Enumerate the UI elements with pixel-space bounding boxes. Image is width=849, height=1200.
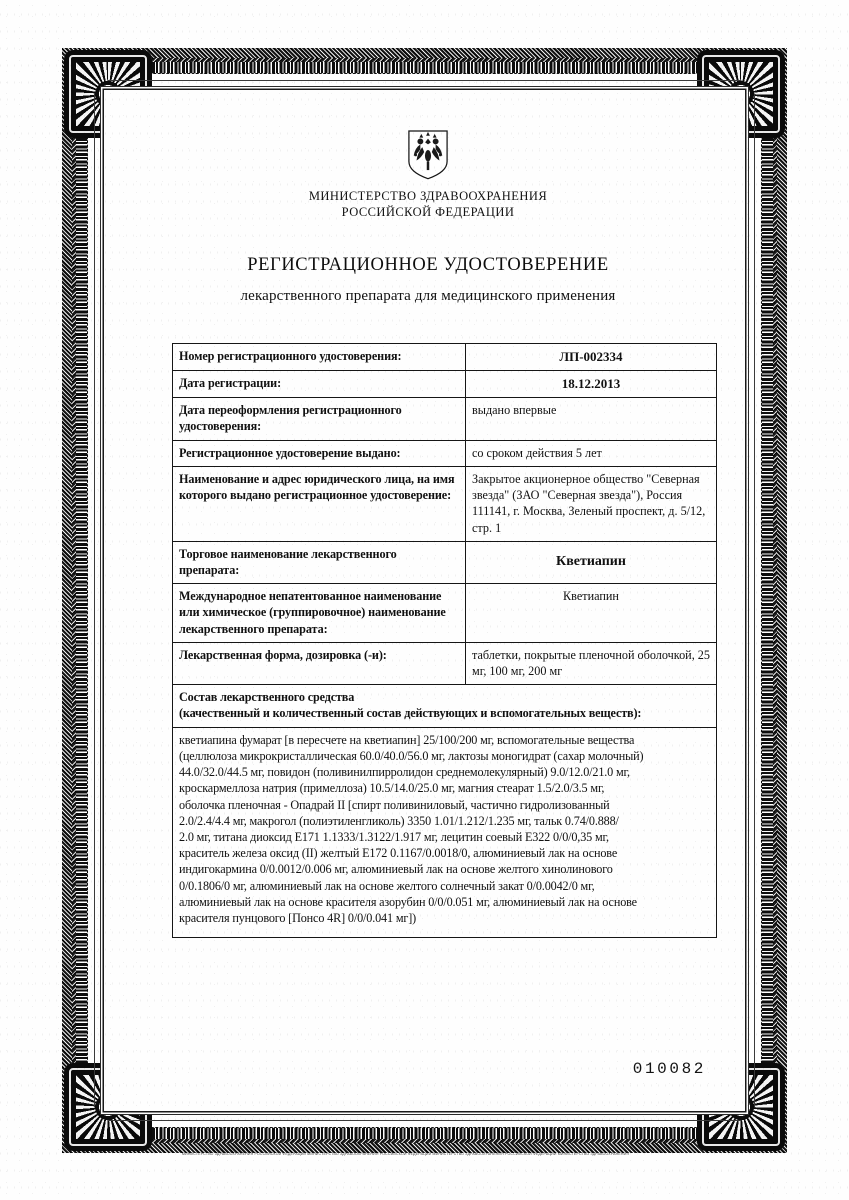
table-row bbox=[173, 642, 717, 684]
row-label: Номер регистрационного удостоверения: bbox=[173, 343, 466, 370]
ministry-line-1: МИНИСТЕРСТВО ЗДРАВООХРАНЕНИЯ bbox=[308, 188, 548, 203]
lace-edge-bottom bbox=[92, 1128, 757, 1139]
lace-edge-left bbox=[76, 78, 87, 1123]
composition-line: алюминиевый лак на основе красителя азорубин 0/0/0.051 мг, алюминиевый лак на основе bbox=[179, 894, 637, 909]
row-label: Регистрационное удостоверение выдано: bbox=[173, 440, 466, 466]
row-label: Международное непатентованное наименование или химическое (группировочное) наименование лекарственного препарата: bbox=[173, 584, 466, 643]
table-row bbox=[173, 466, 717, 541]
composition-heading-line-2: (качественный и количественный состав действующих и вспомогательных веществ): bbox=[179, 706, 642, 721]
document-title: РЕГИСТРАЦИОННОЕ УДОСТОВЕРЕНИЕ bbox=[247, 254, 609, 275]
document-content bbox=[128, 92, 728, 1112]
document-subtitle: лекарственного препарата для медицинского применения bbox=[240, 287, 616, 304]
row-value: Закрытое акционерное общество "Северная звезда" (ЗАО "Северная звезда"), Россия 111141, г. Москва, Зеленый проспект, д. 5/12, стр. 1 bbox=[466, 466, 717, 541]
table-row bbox=[173, 370, 717, 397]
row-label: Торговое наименование лекарственного препарата: bbox=[173, 541, 466, 583]
table-row bbox=[173, 398, 717, 440]
composition-line: красителя пунцового [Понсо 4R] 0/0/0.041 мг]) bbox=[179, 911, 417, 926]
composition-line: 2.0/2.4/4.4 мг, макрогол (полиэтиленгликоль) 3350 1.01/1.212/1.235 мг, тальк 0.74/0.888/ bbox=[179, 813, 619, 828]
composition-body-row bbox=[173, 727, 717, 937]
composition-line: (целлюлоза микрокристаллическая 60.0/40.0/56.0 мг, лактозы моногидрат (сахар молочный) bbox=[179, 748, 644, 763]
registration-details-table bbox=[172, 343, 717, 938]
lace-edge-right bbox=[762, 78, 773, 1123]
row-label: Лекарственная форма, дозировка (-и): bbox=[173, 642, 466, 684]
coat-of-arms-icon bbox=[407, 130, 449, 180]
row-label: Дата переоформления регистрационного удостоверения: bbox=[173, 398, 466, 440]
security-microtext: МИНИСТЕРСТВО ЗДРАВООХРАНЕНИЯ РОССИЙСКОЙ ФЕДЕРАЦИИ МИНИСТЕРСТВО ЗДРАВООХРАНЕНИЯ РОССИЙСКОЙ ФЕДЕРАЦИИ МИНИСТЕРСТВО ЗДРАВООХРАНЕНИЯ РОССИЙСКОЙ ФЕДЕРАЦИИ МИНИСТЕРСТВО ЗДРАВООХРАНЕНИЯ bbox=[182, 1152, 630, 1156]
lace-edge-top bbox=[92, 62, 757, 73]
row-value: Кветиапин bbox=[466, 541, 717, 583]
row-value: ЛП-002334 bbox=[466, 343, 717, 370]
ministry-name bbox=[128, 188, 728, 221]
table-row bbox=[173, 440, 717, 466]
composition-heading-row bbox=[173, 685, 717, 727]
composition-line: индигокармина 0/0.0012/0.006 мг, алюминиевый лак на основе желтого хинолинового bbox=[179, 862, 613, 877]
composition-text bbox=[173, 727, 717, 937]
row-label: Наименование и адрес юридического лица, на имя которого выдано регистрационное удостоверение: bbox=[173, 466, 466, 541]
row-value: 18.12.2013 bbox=[466, 370, 717, 397]
table-row bbox=[173, 584, 717, 643]
composition-line: 2.0 мг, титана диоксид E171 1.1333/1.3122/1.917 мг, лецитин соевый E322 0/0/0,35 мг, bbox=[179, 830, 609, 844]
registration-table-body bbox=[173, 343, 717, 937]
composition-heading-line-1: Состав лекарственного средства bbox=[179, 690, 355, 705]
composition-line: 0/0.1806/0 мг, алюминиевый лак на основе желтого солнечный закат 0/0.0042/0 мг, bbox=[179, 878, 595, 893]
table-row bbox=[173, 541, 717, 583]
composition-line: оболочка пленочная - Опадрай II [спирт поливиниловый, частично гидролизованный bbox=[179, 797, 610, 812]
document-serial-number: 010082 bbox=[632, 1060, 706, 1078]
composition-line: кроскармеллоза натрия (примеллоза) 10.5/14.0/25.0 мг, магния стеарат 1.5/2.0/3.5 мг, bbox=[179, 781, 605, 796]
row-value: Кветиапин bbox=[466, 584, 717, 643]
ministry-line-2: РОССИЙСКОЙ ФЕДЕРАЦИИ bbox=[341, 205, 515, 220]
table-row bbox=[173, 343, 717, 370]
row-value: выдано впервые bbox=[466, 398, 717, 440]
composition-line: краситель железа оксид (II) желтый E172 0.1167/0.0018/0, алюминиевый лак на основе bbox=[179, 846, 618, 861]
row-label: Дата регистрации: bbox=[173, 370, 466, 397]
composition-line: кветиапина фумарат [в пересчете на кветиапин] 25/100/200 мг, вспомогательные вещества bbox=[179, 732, 635, 747]
composition-line: 44.0/32.0/44.5 мг, повидон (поливинилпирролидон среднемолекулярный) 9.0/12.0/21.0 мг, bbox=[179, 765, 630, 780]
composition-heading bbox=[173, 685, 717, 727]
row-value: со сроком действия 5 лет bbox=[466, 440, 717, 466]
row-value: таблетки, покрытые пленочной оболочкой, 25 мг, 100 мг, 200 мг bbox=[466, 642, 717, 684]
